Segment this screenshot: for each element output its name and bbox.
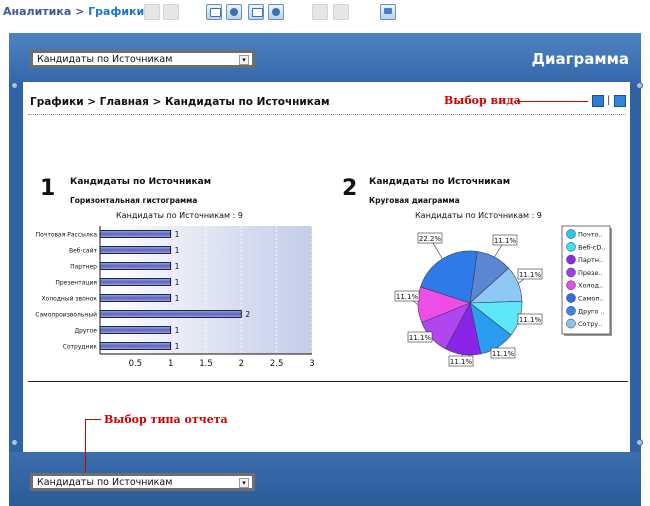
chart-1-title[interactable]: Кандидаты по Источникам xyxy=(70,177,212,187)
bar-x-tick-label: 2 xyxy=(238,359,245,369)
single-view-icon[interactable] xyxy=(592,95,604,107)
pie-slice-label: 11.1% xyxy=(395,293,419,301)
pie-slice-label: 11.1% xyxy=(491,350,515,358)
grid-view-icon[interactable] xyxy=(614,95,626,107)
pie-slice-label: 11.1% xyxy=(518,316,542,324)
breadcrumb-analytics[interactable]: Аналитика > xyxy=(3,5,89,18)
breadcrumb xyxy=(3,5,144,18)
report-select-top[interactable] xyxy=(30,50,255,68)
report-type-pointer-v xyxy=(85,419,86,475)
window-icon[interactable] xyxy=(206,4,222,20)
clock-icon[interactable] xyxy=(226,4,242,20)
bar xyxy=(100,327,171,334)
bar xyxy=(100,231,171,238)
bar-value-label: 1 xyxy=(174,278,180,287)
chart-1-subtitle: Горизонтальная гистограмма xyxy=(70,196,198,205)
left-collapse-icon[interactable] xyxy=(11,82,18,89)
pie-legend-label: Самоп.. xyxy=(578,294,604,303)
panel-path: Графики > Главная > Кандидаты по Источникам xyxy=(30,96,330,108)
bar-category-label: Презентация xyxy=(55,279,97,287)
bar xyxy=(100,343,171,350)
pie-legend-swatch xyxy=(567,294,576,303)
pie-slice-label: 11.1% xyxy=(493,237,517,245)
bar-category-label: Холодный звонок xyxy=(41,295,97,303)
pie-legend-label: Презе.. xyxy=(578,268,603,277)
pie-legend-swatch xyxy=(567,281,576,290)
pie-slice-label: 11.1% xyxy=(449,358,473,366)
right-collapse-icon[interactable] xyxy=(636,82,643,89)
chart-1-caption: Кандидаты по Источникам : 9 xyxy=(116,211,243,220)
report-select-top-value: Кандидаты по Источникам xyxy=(37,54,173,65)
bar-category-label: Веб-сайт xyxy=(68,247,97,255)
pie-legend-swatch xyxy=(567,255,576,264)
left-collapse-bottom-icon[interactable] xyxy=(11,439,18,446)
bar-chart xyxy=(28,220,328,370)
chart-2-subtitle: Круговая диаграмма xyxy=(369,196,460,205)
chevron-down-icon: ▾ xyxy=(239,55,249,65)
pie-slice-label: 11.1% xyxy=(408,334,432,342)
bar-value-label: 1 xyxy=(174,246,180,255)
bar-value-label: 1 xyxy=(174,230,180,239)
copy-icon[interactable] xyxy=(312,4,328,20)
bar-x-tick-label: 1.5 xyxy=(199,359,213,369)
pie-legend-swatch xyxy=(567,242,576,251)
bar xyxy=(100,311,241,318)
chart-1-number: 1 xyxy=(40,176,56,201)
pie-legend-label: Холод.. xyxy=(578,281,604,290)
bar-category-label: Другое xyxy=(74,327,97,335)
view-selection-pointer xyxy=(517,101,588,102)
bar-x-tick-label: 2.5 xyxy=(269,359,284,369)
chat-icon[interactable] xyxy=(268,4,284,20)
diagram-title: Диаграмма xyxy=(531,50,629,68)
report-select-bottom[interactable] xyxy=(30,473,255,491)
pie-legend-label: Сотру.. xyxy=(578,320,603,329)
bar-category-label: Партнер xyxy=(70,263,97,271)
bar-value-label: 1 xyxy=(174,294,180,303)
charts-bottom-divider xyxy=(28,381,628,382)
panel-divider xyxy=(28,114,626,115)
report-type-label: Выбор типа отчета xyxy=(104,413,228,426)
paste-icon[interactable] xyxy=(333,4,349,20)
bar-category-label: Почтовая Рассылка xyxy=(35,231,97,239)
bar-value-label: 1 xyxy=(174,342,180,351)
pie-legend-swatch xyxy=(567,306,576,315)
bar-category-label: Самопроизвольный xyxy=(35,311,97,319)
bar-value-label: 2 xyxy=(245,310,251,319)
view-separator: | xyxy=(607,95,611,106)
breadcrumb-charts: Графики xyxy=(88,5,145,18)
view-selection-label: Выбор вида xyxy=(444,94,521,107)
right-collapse-bottom-icon[interactable] xyxy=(636,439,643,446)
pie-legend-label: Партн.. xyxy=(578,256,604,265)
pie-legend-swatch xyxy=(567,319,576,328)
pie-legend-label: Веб-сD.. xyxy=(578,243,606,252)
pie-legend-swatch xyxy=(567,230,576,239)
report-type-pointer-h xyxy=(85,419,101,420)
add-icon[interactable] xyxy=(144,4,160,20)
edit-icon[interactable] xyxy=(163,4,179,20)
bar-category-label: Сотрудник xyxy=(62,343,97,351)
bar xyxy=(100,247,171,254)
pie-legend-label: Почто.. xyxy=(578,230,603,239)
chevron-down-icon: ▾ xyxy=(239,478,249,488)
chart-2-number: 2 xyxy=(342,176,358,201)
pie-legend-swatch xyxy=(567,268,576,277)
monitor-icon[interactable] xyxy=(380,4,396,20)
bar xyxy=(100,263,171,270)
pie-legend-label: Друго .. xyxy=(578,307,605,316)
chart-2-title[interactable]: Кандидаты по Источникам xyxy=(369,177,511,187)
bar-x-tick-label: 1 xyxy=(167,359,174,369)
bar-x-tick-label: 3 xyxy=(309,359,315,369)
bar-value-label: 1 xyxy=(174,326,180,335)
bar xyxy=(100,279,171,286)
pie-chart xyxy=(390,220,630,370)
chart-2-caption: Кандидаты по Источникам : 9 xyxy=(415,211,542,220)
top-toolbar xyxy=(0,0,650,26)
bar-x-tick-label: 0.5 xyxy=(128,359,143,369)
pie-slice-label: 11.1% xyxy=(518,271,542,279)
pie-slice-label: 22.2% xyxy=(418,235,442,243)
calculator-icon[interactable] xyxy=(248,4,264,20)
pie-legend xyxy=(562,226,610,334)
bar-value-label: 1 xyxy=(174,262,180,271)
bar xyxy=(100,295,171,302)
report-select-bottom-value: Кандидаты по Источникам xyxy=(37,477,173,488)
